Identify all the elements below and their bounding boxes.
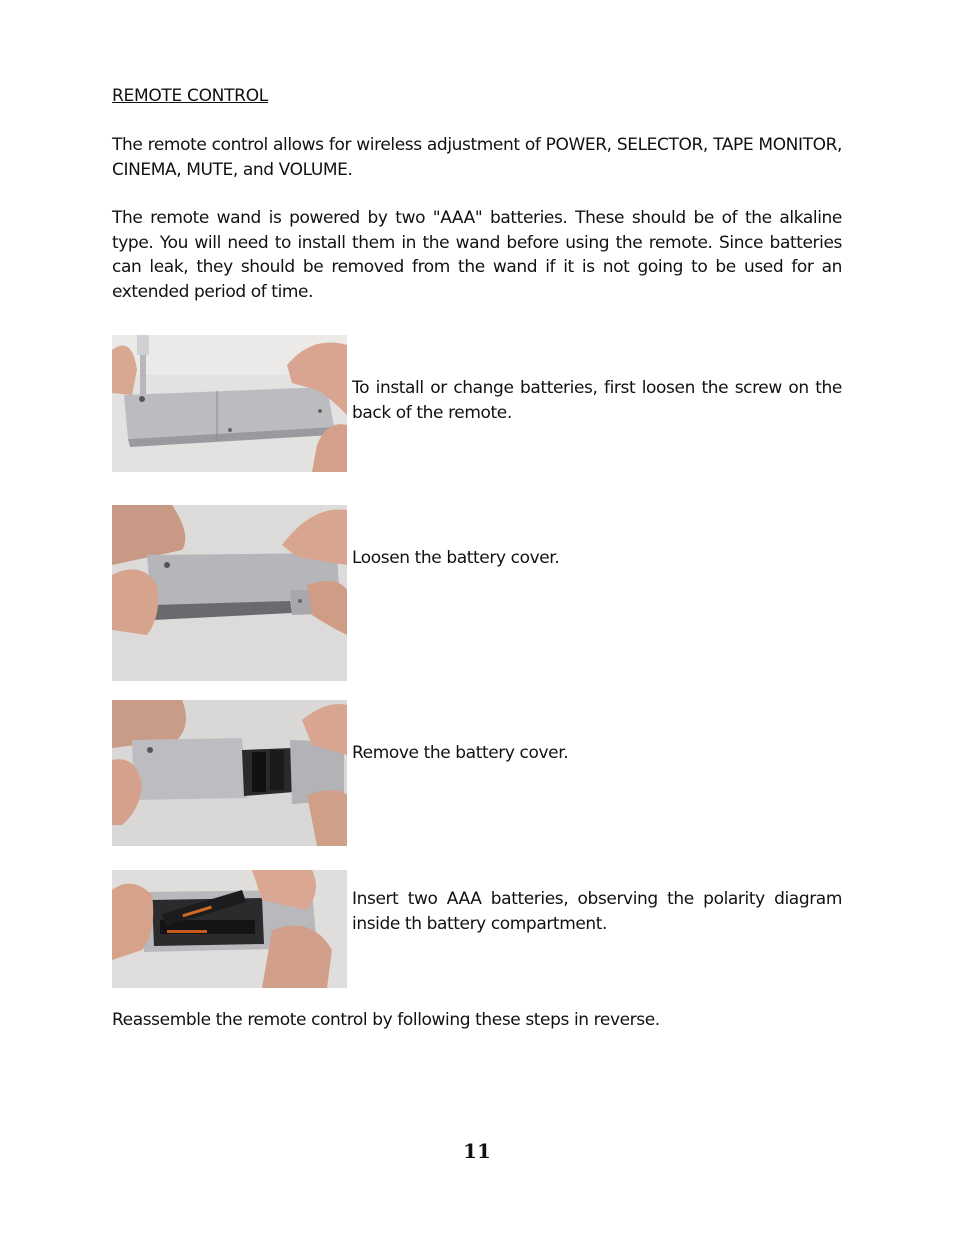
photo-remove-cover: [112, 700, 347, 846]
photo-insert-batteries: [112, 870, 347, 988]
intro-paragraph-2: The remote wand is powered by two "AAA" batteries. These should be of the alkaline type. You will need to install them in the wand before using the remote. Since batteries can leak, they should be removed from the wand if it is not going to be used for an extended period of time.: [112, 208, 842, 302]
step-1-text: To install or change batteries, first loosen the screw on the back of the remote.: [352, 378, 842, 423]
intro-paragraph-1: The remote control allows for wireless adjustment of POWER, SELECTOR, TAPE MONITOR, CINEMA, MUTE, and VOLUME.: [112, 135, 842, 180]
photo-loosen-screw: [112, 335, 347, 472]
step-4-text: Insert two AAA batteries, observing the polarity diagram inside th battery compartment.: [352, 889, 842, 934]
section-heading: REMOTE CONTROL: [112, 86, 268, 106]
photo-loosen-cover: [112, 505, 347, 681]
closing-paragraph: Reassemble the remote control by following these steps in reverse.: [112, 1010, 660, 1030]
step-3-text: Remove the battery cover.: [352, 743, 569, 763]
page-number: 11: [463, 1139, 491, 1163]
step-2-text: Loosen the battery cover.: [352, 548, 560, 568]
